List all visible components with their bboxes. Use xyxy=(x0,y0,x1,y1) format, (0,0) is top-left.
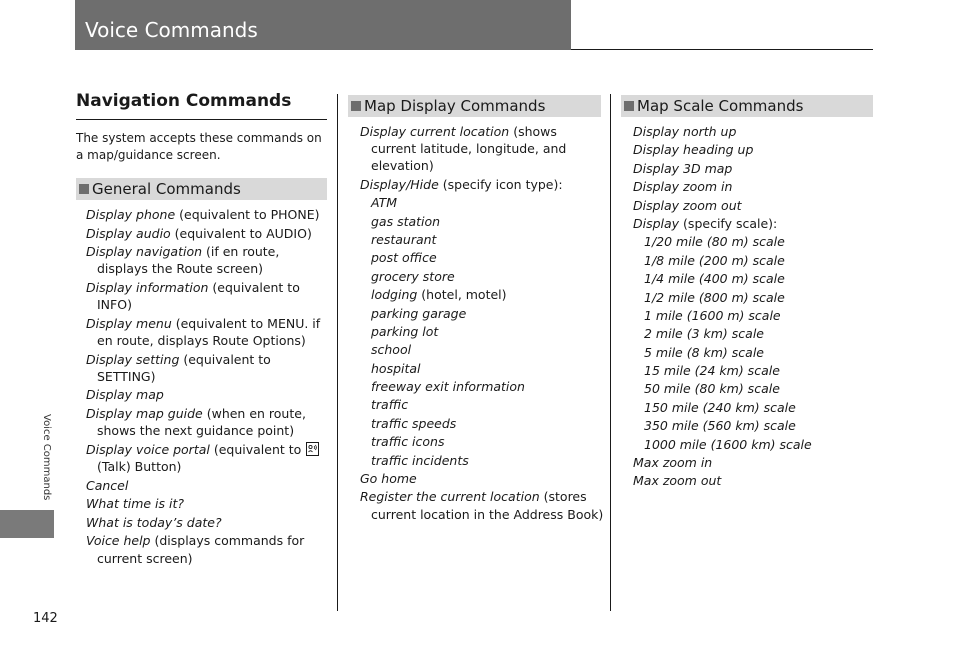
command-item xyxy=(633,178,873,195)
command-item xyxy=(633,289,873,306)
command-item xyxy=(86,532,330,566)
command-item xyxy=(360,305,604,322)
general-commands-heading-text: General Commands xyxy=(92,180,241,198)
command-note: (when en route, shows the next guidance point) xyxy=(97,405,306,439)
command-item xyxy=(633,362,873,379)
command-item xyxy=(360,231,604,248)
command-item xyxy=(633,215,873,232)
command-text: Display zoom in xyxy=(633,179,733,195)
command-item xyxy=(360,415,604,432)
command-text: 50 mile (80 km) scale xyxy=(644,381,780,397)
command-item xyxy=(360,378,604,395)
command-note: (specify icon type): xyxy=(438,176,563,192)
command-item xyxy=(633,160,873,177)
map-display-commands-heading xyxy=(348,95,601,117)
command-item xyxy=(360,452,604,469)
command-text: Max zoom out xyxy=(633,473,722,489)
command-item xyxy=(86,351,330,385)
command-item xyxy=(360,396,604,413)
square-bullet-icon xyxy=(79,184,89,194)
command-item xyxy=(360,470,604,487)
command-text: 1/8 mile (200 m) scale xyxy=(644,252,785,268)
command-text: lodging xyxy=(371,287,418,303)
command-item xyxy=(86,495,330,512)
command-note: (if en route, displays the Route screen) xyxy=(97,244,280,277)
command-text: Display/Hide xyxy=(360,176,439,192)
command-text: Voice help xyxy=(86,533,151,549)
command-note: (equivalent to xyxy=(209,441,306,457)
command-item xyxy=(633,325,873,342)
header-bar xyxy=(75,0,571,50)
command-text: traffic incidents xyxy=(371,452,469,468)
command-item xyxy=(633,380,873,397)
command-text: 2 mile (3 km) scale xyxy=(644,326,764,342)
command-item xyxy=(633,344,873,361)
command-item xyxy=(360,286,604,303)
command-item xyxy=(360,249,604,266)
command-text: Display heading up xyxy=(633,142,754,158)
command-text: parking garage xyxy=(371,305,467,321)
command-text: 1/2 mile (800 m) scale xyxy=(644,289,785,305)
command-item xyxy=(633,233,873,250)
intro-text: The system accepts these commands on a map/guidance screen. xyxy=(76,131,322,162)
command-text: What time is it? xyxy=(86,496,184,512)
command-text: Go home xyxy=(360,471,417,487)
command-item xyxy=(86,441,330,475)
general-commands-heading xyxy=(76,178,327,200)
command-note: (hotel, motel) xyxy=(417,287,507,303)
command-text: Max zoom in xyxy=(633,455,713,471)
command-text: 15 mile (24 km) scale xyxy=(644,363,780,379)
command-note: (equivalent to PHONE) xyxy=(175,207,320,222)
command-item xyxy=(360,341,604,358)
command-text: 5 mile (8 km) scale xyxy=(644,344,764,360)
command-text: traffic speeds xyxy=(371,415,457,431)
command-text: 350 mile (560 km) scale xyxy=(644,418,796,434)
command-note: (specify scale): xyxy=(679,215,778,231)
command-note: (equivalent to INFO) xyxy=(97,279,300,313)
general-commands-list xyxy=(86,206,330,568)
command-item xyxy=(633,197,873,214)
command-note: (equivalent to AUDIO) xyxy=(170,225,312,241)
command-text: Display map guide xyxy=(86,405,203,421)
command-text: Display navigation xyxy=(86,244,203,260)
command-text: traffic icons xyxy=(371,434,445,450)
command-text: grocery store xyxy=(371,268,455,284)
command-item xyxy=(633,417,873,434)
command-text: 1 mile (1600 m) scale xyxy=(644,307,781,323)
command-item xyxy=(633,399,873,416)
command-note: (equivalent to MENU. if en route, displays Route Options) xyxy=(97,315,321,348)
command-item xyxy=(633,252,873,269)
command-item xyxy=(360,360,604,377)
command-text: 1/20 mile (80 m) scale xyxy=(644,234,785,250)
square-bullet-icon xyxy=(624,101,634,111)
map-scale-commands-heading-text: Map Scale Commands xyxy=(637,97,804,115)
command-item xyxy=(360,323,604,340)
command-note: (equivalent to SETTING) xyxy=(97,351,271,384)
command-item xyxy=(633,270,873,287)
command-item xyxy=(633,307,873,324)
command-item xyxy=(633,436,873,453)
command-item xyxy=(86,279,330,313)
command-text: Display voice portal xyxy=(86,441,210,457)
column-divider xyxy=(337,94,338,611)
command-item xyxy=(86,243,330,277)
page-number: 142 xyxy=(33,611,58,626)
command-item xyxy=(86,225,330,242)
command-item xyxy=(86,315,330,349)
command-text: Display zoom out xyxy=(633,197,742,213)
command-text: 1000 mile (1600 km) scale xyxy=(644,436,812,452)
command-item xyxy=(86,386,330,403)
command-note: (displays commands for current screen) xyxy=(97,533,305,566)
command-text: Display audio xyxy=(86,225,171,241)
header-rule xyxy=(571,49,873,50)
command-item xyxy=(360,213,604,230)
command-text: parking lot xyxy=(371,323,439,339)
command-text: 1/4 mile (400 m) scale xyxy=(644,271,785,287)
square-bullet-icon xyxy=(351,101,361,111)
command-note: (Talk) Button) xyxy=(97,458,182,474)
command-text: traffic xyxy=(371,397,409,413)
command-item xyxy=(86,405,330,439)
command-item xyxy=(86,206,330,223)
command-text: freeway exit information xyxy=(371,379,525,395)
command-text: Display information xyxy=(86,279,209,295)
command-text: What is today’s date? xyxy=(86,514,222,530)
map-scale-commands-list xyxy=(633,123,873,491)
command-text: Display current location xyxy=(360,124,510,139)
command-item xyxy=(86,514,330,531)
map-display-commands-list xyxy=(360,123,604,524)
map-scale-commands-heading xyxy=(621,95,873,117)
command-text: 150 mile (240 km) scale xyxy=(644,399,796,415)
command-item xyxy=(633,141,873,158)
command-text: Display 3D map xyxy=(633,160,733,176)
map-display-commands-heading-text: Map Display Commands xyxy=(364,97,546,115)
command-text: Display north up xyxy=(633,124,737,139)
command-text: hospital xyxy=(371,360,421,376)
section-rule xyxy=(76,119,327,120)
command-item xyxy=(633,472,873,489)
talk-button-icon xyxy=(306,442,319,456)
command-item xyxy=(360,268,604,285)
column-divider xyxy=(610,94,611,611)
command-text: Display setting xyxy=(86,351,180,367)
command-text: Register the current location xyxy=(360,489,540,505)
page-title: Voice Commands xyxy=(85,18,258,42)
command-text: ATM xyxy=(371,195,398,211)
command-item xyxy=(360,123,604,175)
command-item xyxy=(633,454,873,471)
command-text: Display phone xyxy=(86,207,176,222)
command-note: (shows current latitude, longitude, and elevation) xyxy=(371,124,567,174)
command-text: post office xyxy=(371,250,437,266)
side-tab xyxy=(0,510,54,538)
command-note: (stores current location in the Address Book) xyxy=(371,489,604,522)
command-text: Cancel xyxy=(86,477,129,493)
section-title: Navigation Commands xyxy=(76,91,292,111)
command-text: restaurant xyxy=(371,231,437,247)
command-item xyxy=(86,477,330,494)
command-item xyxy=(360,194,604,211)
command-item xyxy=(360,176,604,193)
command-text: school xyxy=(371,342,412,358)
command-item xyxy=(360,488,604,522)
side-tab-label: Voice Commands xyxy=(41,414,52,501)
command-text: Display menu xyxy=(86,315,172,331)
command-text: Display xyxy=(633,215,680,231)
command-item xyxy=(360,433,604,450)
command-text: gas station xyxy=(371,213,441,229)
command-text: Display map xyxy=(86,387,164,403)
command-item xyxy=(633,123,873,140)
